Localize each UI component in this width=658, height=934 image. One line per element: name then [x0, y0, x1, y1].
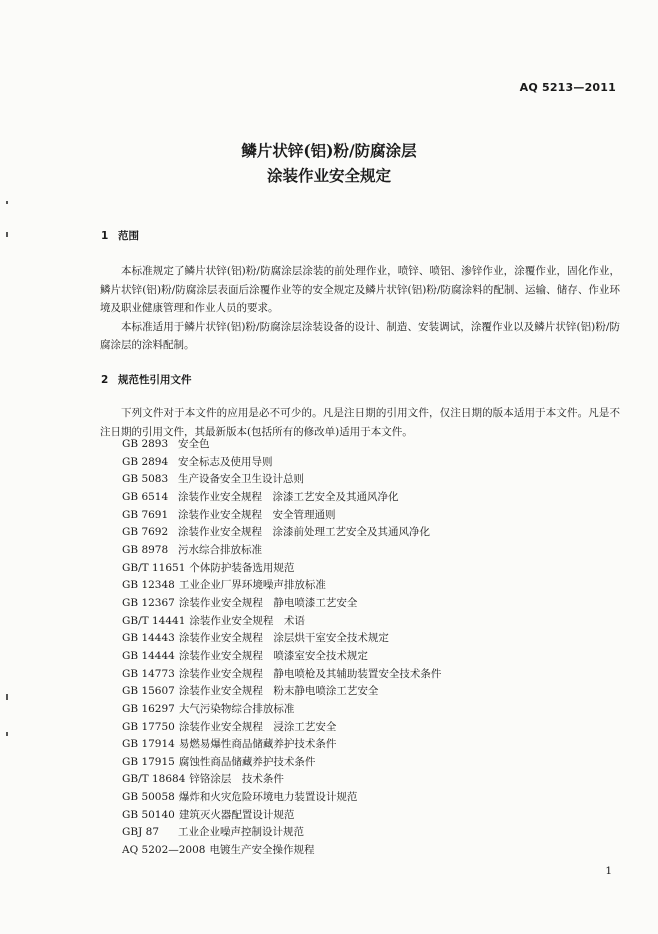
reference-code: GB/T 18684: [122, 773, 186, 786]
reference-code: GB 50058: [122, 791, 175, 804]
reference-item: [122, 489, 441, 507]
reference-title: 涂装作业安全规程 涂层烘干室安全技术规定: [178, 632, 389, 645]
reference-code: GB 2894: [122, 455, 169, 468]
reference-item: [122, 736, 441, 754]
section-1-body: [100, 262, 620, 355]
reference-title: 大气污染物综合排放标准: [178, 702, 295, 715]
reference-item: [122, 683, 441, 701]
section-1-heading: [101, 228, 139, 243]
reference-title: 建筑灭火器配置设计规范: [178, 808, 295, 821]
reference-code: GB 14773: [122, 667, 175, 680]
document-title: [0, 138, 658, 188]
reference-title: 涂装作业安全规程 涂漆前处理工艺安全及其通风净化: [178, 526, 430, 539]
reference-title: 涂装作业安全规程 涂漆工艺安全及其通风净化: [178, 490, 399, 503]
paragraph: 下列文件对于本文件的应用是必不可少的。凡是注日期的引用文件，仅注日期的版本适用于本文件。凡是不注日期的引用文件，其最新版本(包括所有的修改单)适用于本文件。: [100, 407, 620, 438]
reference-code: GB 5083: [122, 473, 169, 486]
reference-code: GB 6514: [122, 490, 169, 503]
reference-item: [122, 524, 441, 542]
reference-title: 电镀生产安全操作规程: [209, 844, 315, 857]
reference-title: 污水综合排放标准: [178, 543, 262, 556]
reference-code: GB/T 14441: [122, 614, 186, 627]
reference-title: 锌铬涂层 技术条件: [189, 773, 284, 786]
reference-item: [122, 560, 441, 578]
reference-item: [122, 613, 441, 631]
reference-code: GB 17914: [122, 738, 175, 751]
reference-item: [122, 719, 441, 737]
paragraph: 本标准适用于鳞片状锌(铝)粉/防腐涂层涂装设备的设计、制造、安装调试，涂覆作业以及鳞片状锌(铝)粉/防腐涂层的涂料配制。: [100, 320, 620, 352]
reference-item: [122, 807, 441, 825]
reference-code: GB/T 11651: [122, 561, 186, 574]
reference-title: 涂装作业安全规程 静电喷枪及其辅助装置安全技术条件: [178, 667, 442, 680]
reference-title: 工业企业厂界环境噪声排放标准: [178, 579, 326, 592]
section-number: 2: [101, 374, 109, 386]
reference-item: [122, 595, 441, 613]
reference-code: GB 2893: [122, 438, 169, 450]
reference-item: [122, 507, 441, 525]
reference-title: 工业企业噪声控制设计规范: [178, 826, 304, 839]
scan-mark: [6, 232, 8, 237]
reference-code: GB 14443: [122, 632, 175, 645]
reference-item: [122, 666, 441, 684]
reference-title: 安全标志及使用导则: [178, 455, 273, 468]
page-number: 1: [605, 865, 612, 877]
reference-item: [122, 842, 441, 860]
title-line-1: 鳞片状锌(铝)粉/防腐涂层: [241, 141, 417, 160]
scan-mark: [6, 694, 8, 700]
reference-code: GB 16297: [122, 702, 175, 715]
reference-title: 涂装作业安全规程 浸涂工艺安全: [178, 720, 337, 733]
section-title: 规范性引用文件: [118, 374, 192, 386]
reference-item: [122, 542, 441, 560]
reference-title: 易燃易爆性商品储藏养护技术条件: [178, 738, 337, 751]
reference-title: 涂装作业安全规程 喷漆室安全技术规定: [178, 649, 368, 662]
reference-title: 涂装作业安全规程 粉末静电喷涂工艺安全: [178, 685, 379, 698]
reference-item: [122, 577, 441, 595]
reference-title: 生产设备安全卫生设计总则: [178, 473, 304, 486]
reference-code: GB 12348: [122, 579, 175, 592]
reference-code: GB 17915: [122, 755, 175, 768]
reference-code: GB 7692: [122, 526, 169, 539]
reference-title: 个体防护装备选用规范: [189, 561, 295, 574]
reference-title: 腐蚀性商品储藏养护技术条件: [178, 755, 316, 768]
reference-list: [122, 436, 441, 860]
reference-item: [122, 648, 441, 666]
reference-title: 安全色: [178, 438, 210, 450]
scan-mark: [6, 201, 8, 204]
reference-item: [122, 771, 441, 789]
reference-item: [122, 454, 441, 472]
reference-title: 涂装作业安全规程 术语: [189, 614, 305, 627]
section-2-heading: [101, 372, 192, 387]
title-line-2: 涂装作业安全规定: [266, 166, 391, 185]
reference-code: GB 7691: [122, 508, 169, 521]
standard-code: AQ 5213—2011: [519, 81, 616, 94]
reference-item: [122, 824, 441, 842]
reference-item: [122, 789, 441, 807]
section-title: 范围: [118, 230, 139, 242]
reference-item: [122, 754, 441, 772]
paragraph: 本标准规定了鳞片状锌(铝)粉/防腐涂层涂装的前处理作业，喷锌、喷铝、渗锌作业，涂覆作业，固化作业，鳞片状锌(铝)粉/防腐涂层表面后涂覆作业等的安全规定及鳞片状锌(铝)粉/防腐涂料的配制、运输、储存、作业环境及职业健康管理和作业人员的要求。: [100, 265, 620, 315]
reference-code: GB 50140: [122, 808, 175, 821]
reference-code: GBJ 87: [122, 826, 160, 839]
scan-mark: [6, 732, 8, 736]
reference-title: 涂装作业安全规程 安全管理通则: [178, 508, 336, 521]
reference-item: [122, 701, 441, 719]
reference-item: [122, 436, 441, 454]
reference-code: GB 15607: [122, 685, 175, 698]
reference-item: [122, 630, 441, 648]
reference-title: 爆炸和火灾危险环境电力装置设计规范: [178, 791, 358, 804]
section-number: 1: [101, 230, 109, 242]
reference-code: GB 14444: [122, 649, 175, 662]
reference-code: GB 8978: [122, 543, 169, 556]
reference-title: 涂装作业安全规程 静电喷漆工艺安全: [178, 596, 358, 609]
reference-code: GB 17750: [122, 720, 175, 733]
reference-item: [122, 471, 441, 489]
reference-code: GB 12367: [122, 596, 175, 609]
reference-code: AQ 5202—2008: [122, 844, 206, 857]
